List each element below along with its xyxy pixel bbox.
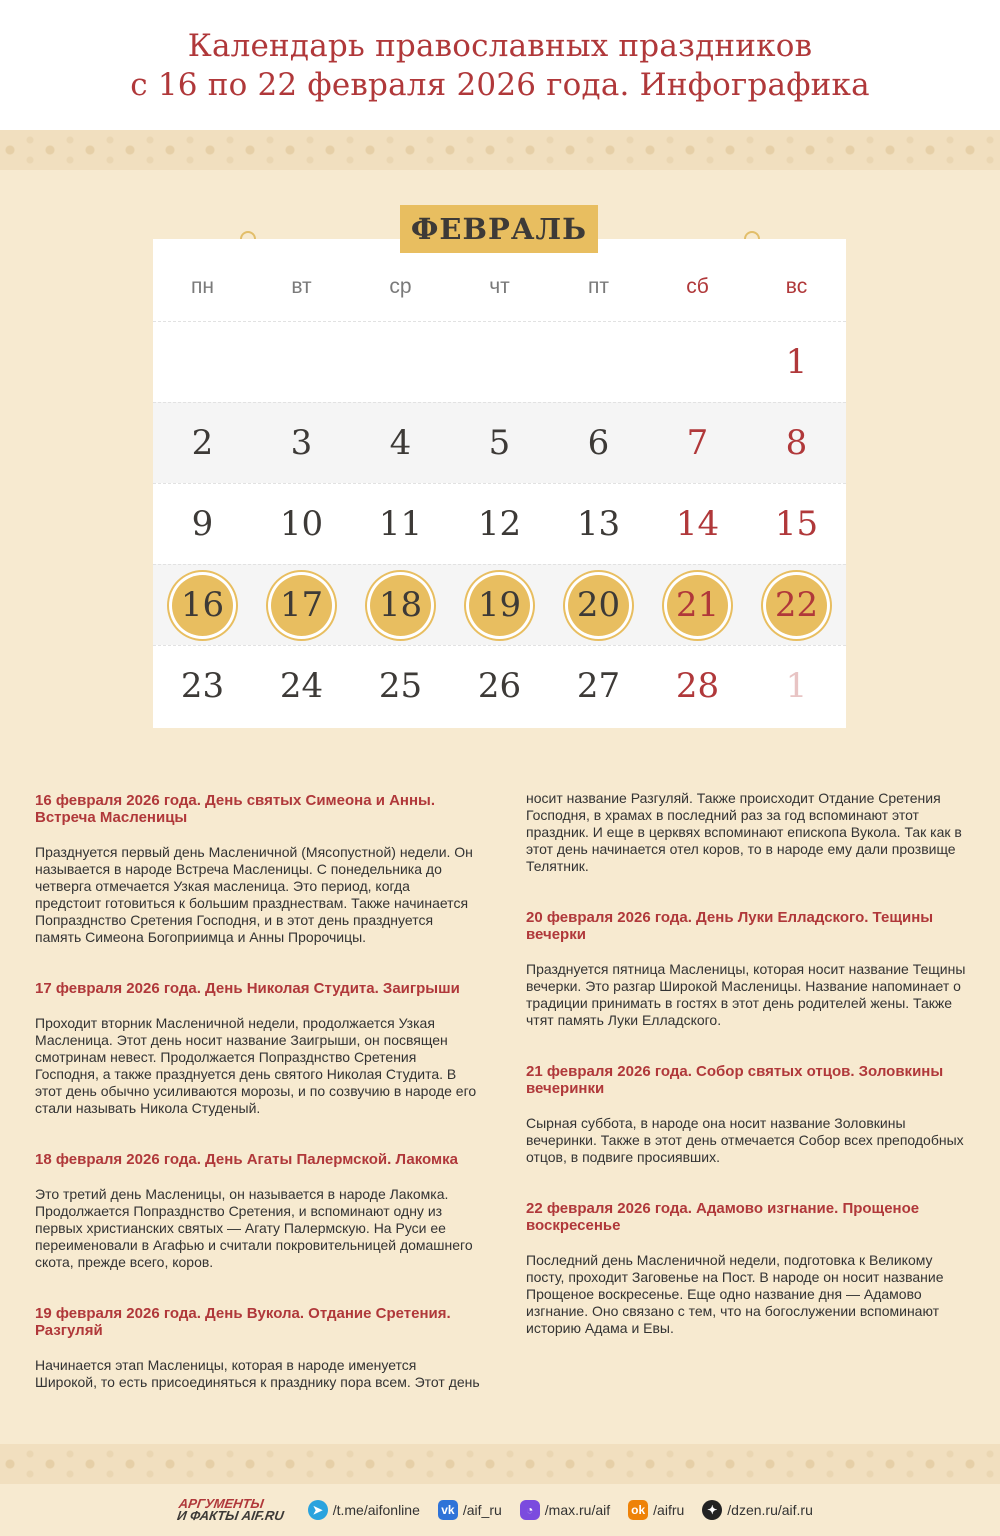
event-feb-21	[526, 1063, 971, 1166]
day-cell: 25	[378, 666, 423, 706]
day-cell	[153, 322, 252, 402]
day-cell-highlighted	[549, 565, 648, 645]
ok-icon: ok	[628, 1500, 648, 1520]
month-title: ФЕВРАЛЬ	[400, 205, 598, 253]
event-feb-20	[526, 909, 971, 1029]
day-cell: 9	[191, 504, 214, 544]
infographic-body	[0, 130, 1000, 1536]
calendar	[153, 239, 846, 728]
event-feb-18	[35, 1151, 480, 1271]
event-text: Сырная суббота, в народе она носит название Золовкины вечеринки. Также в этот день отмечается Собор всех преподобных отцов, в подвиге просиявших.	[526, 1115, 964, 1165]
day-cell: 6	[587, 423, 610, 463]
day-cell-highlighted	[648, 565, 747, 645]
highlight-circle: 19	[469, 575, 530, 636]
day-cell: 10	[279, 504, 324, 544]
day-cell: 24	[279, 666, 324, 706]
day-cell	[351, 322, 450, 402]
vk-link-label: /aif_ru	[462, 1502, 502, 1518]
day-cell: 3	[290, 423, 313, 463]
dzen-icon: ✦	[702, 1500, 722, 1520]
day-cell-highlighted	[450, 565, 549, 645]
day-cell: 8	[785, 423, 808, 463]
event-text: Празднуется первый день Масленичной (Мясопустной) недели. Он называется в народе Встреча Масленицы. С понедельника до четверга отмечается Узкая масленица. Это период, когда предстоит готовиться к большим празднествам. Также начинается Попразднство Сретения Господня, и в этот день празднуется память Симеона Богоприимца и Анны Пророчицы.	[35, 844, 473, 945]
dzen-link-label: /dzen.ru/aif.ru	[727, 1502, 813, 1518]
event-text: Проходит вторник Масленичной недели, продолжается Узкая Масленица. Этот день носит название Заигрыши, он посвящен смотринам невест. Продолжается Попразднство Сретения Господня, а также празднуется день святого Николая Студита. В этот день обычно усиливаются морозы, и по созвучию в народе его стали называть Никола Студеный.	[35, 1015, 477, 1116]
weekday-fri: пт	[588, 275, 609, 298]
day-cell: 7	[686, 423, 709, 463]
week-row-5	[153, 645, 846, 726]
day-cell: 14	[675, 504, 720, 544]
highlight-circle: 20	[568, 575, 629, 636]
ornament-border-bottom	[0, 1444, 1000, 1484]
highlight-circle: 18	[370, 575, 431, 636]
event-title: 19 февраля 2026 года. День Вукола. Отдание Сретения. Разгуляй	[35, 1305, 451, 1339]
event-title: 16 февраля 2026 года. День святых Симеона и Анны. Встреча Масленицы	[35, 792, 436, 826]
day-cell	[450, 322, 549, 402]
title-line-1: Календарь православных праздников	[187, 28, 813, 64]
day-cell	[549, 322, 648, 402]
event-title: 21 февраля 2026 года. Собор святых отцов. Золовкины вечеринки	[526, 1063, 944, 1097]
events-column-left	[35, 792, 480, 1391]
event-title: 22 февраля 2026 года. Адамово изгнание. Прощеное воскресенье	[526, 1200, 920, 1234]
event-title: 18 февраля 2026 года. День Агаты Палермской. Лакомка	[35, 1151, 458, 1168]
vk-icon: vk	[438, 1500, 458, 1520]
week-row-1	[153, 321, 846, 402]
dzen-link[interactable]	[702, 1500, 813, 1520]
highlight-circle: 22	[766, 575, 827, 636]
footer	[0, 1484, 1000, 1536]
day-cell: 23	[180, 666, 225, 706]
day-cell-highlighted	[153, 565, 252, 645]
ok-link-label: /aifru	[653, 1502, 685, 1518]
event-feb-16	[35, 792, 480, 946]
event-title: 20 февраля 2026 года. День Луки Елладского. Тещины вечерки	[526, 909, 934, 943]
telegram-link-label: /t.me/aifonline	[332, 1502, 420, 1518]
week-row-2	[153, 402, 846, 483]
day-cell: 26	[477, 666, 522, 706]
logo-line-2: И ФАКТЫ AIF.RU	[176, 1508, 285, 1523]
page-title	[0, 0, 1000, 105]
event-title: 17 февраля 2026 года. День Николая Студита. Заигрыши	[35, 980, 460, 997]
day-cell-next-month: 1	[785, 666, 808, 706]
ok-link[interactable]	[628, 1500, 684, 1520]
event-text: Это третий день Масленицы, он называется в народе Лакомка. Продолжается Попразднство Сретения, и вспоминают одну из первых христианских святых — Агату Палермскую. На Руси ее переименовали в Агафью и считали покровительницей домашнего скота, прежде всего, коров.	[35, 1186, 473, 1270]
day-cell: 27	[576, 666, 621, 706]
day-cell: 1	[785, 342, 808, 382]
logo-line-1: АРГУМЕНТЫ	[177, 1496, 265, 1511]
day-cell: 4	[389, 423, 412, 463]
weekday-thu: чт	[489, 275, 510, 298]
day-cell: 13	[576, 504, 621, 544]
event-feb-22	[526, 1200, 971, 1337]
day-cell: 11	[378, 504, 423, 544]
day-cell: 5	[488, 423, 511, 463]
ornament-border-top	[0, 130, 1000, 170]
telegram-link[interactable]	[308, 1500, 420, 1520]
weekday-wed: ср	[389, 275, 412, 298]
highlight-circle: 21	[667, 575, 728, 636]
weekday-sun: вс	[785, 275, 808, 298]
vk-link[interactable]	[438, 1500, 502, 1520]
highlight-circle: 16	[172, 575, 233, 636]
weekday-mon: пн	[191, 275, 214, 298]
event-feb-17	[35, 980, 480, 1117]
event-text: Начинается этап Масленицы, которая в народе именуется Широкой, то есть присоединяться к празднику пора всем. Этот день	[35, 1357, 480, 1390]
day-cell: 15	[774, 504, 819, 544]
day-cell-highlighted	[747, 565, 846, 645]
event-feb-19-continued: носит название Разгуляй. Также происходит Отдание Сретения Господня, в храмах в последний раз за год вспоминают этот праздник. И еще в церквях вспоминают епископа Вукола. Так как в этот день начинается отел коров, то в народе ему дали прозвище Телятник.	[526, 790, 962, 874]
day-cell: 2	[191, 423, 214, 463]
day-cell	[648, 322, 747, 402]
day-cell: 12	[477, 504, 522, 544]
event-text: Последний день Масленичной недели, подготовка к Великому посту, проходит Заговенье на Пост. В народе он носит название Прощеное воскресенье. Еще одно название дня — Адамово изгнание. Оно связано с тем, что на богослужении вспоминают историю Адама и Евы.	[526, 1252, 944, 1336]
day-cell	[252, 322, 351, 402]
aif-logo	[176, 1498, 286, 1522]
max-icon: ◔	[520, 1500, 540, 1520]
weekday-row	[153, 273, 846, 321]
day-cell: 28	[675, 666, 720, 706]
events-column-right	[526, 790, 971, 1337]
week-row-4-highlighted	[153, 564, 846, 645]
max-link[interactable]	[520, 1500, 610, 1520]
weekday-tue: вт	[291, 275, 312, 298]
header	[0, 0, 1000, 130]
week-row-3	[153, 483, 846, 564]
event-feb-19	[35, 1305, 480, 1391]
day-cell-highlighted	[252, 565, 351, 645]
highlight-circle: 17	[271, 575, 332, 636]
telegram-icon: ➤	[308, 1500, 328, 1520]
day-cell-highlighted	[351, 565, 450, 645]
weekday-sat: сб	[686, 275, 709, 298]
max-link-label: /max.ru/aif	[544, 1502, 611, 1518]
title-line-2: с 16 по 22 февраля 2026 года. Инфографика	[130, 67, 870, 103]
event-text: Празднуется пятница Масленицы, которая носит название Тещины вечерки. Это разгар Широкой Масленицы. Название напоминает о традиции принимать в гостях в этот день родителей жены. Также чтят память Луки Елладского.	[526, 961, 966, 1028]
